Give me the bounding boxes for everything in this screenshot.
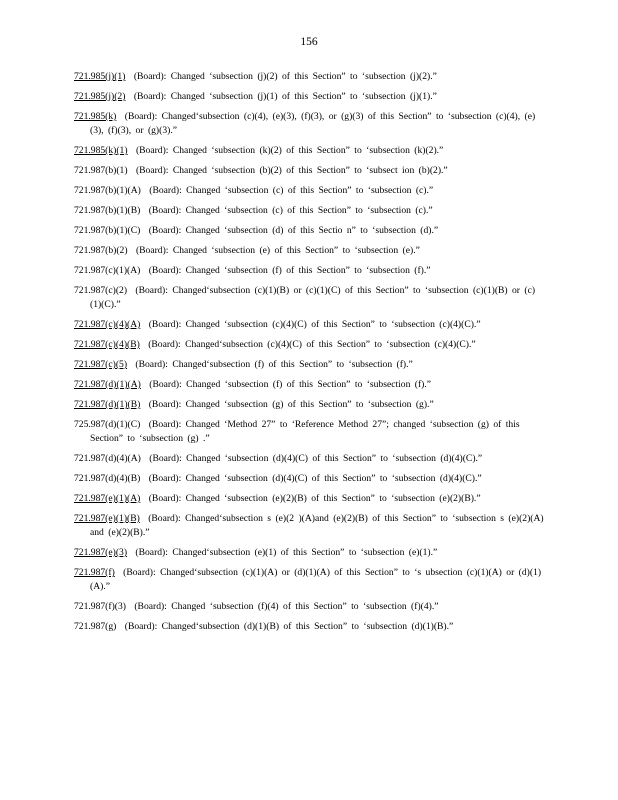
- amendment-text: (Board): Changed‘subsection (f) of this Section” to ‘subsection (f).”: [131, 359, 413, 370]
- section-citation: 721.987(d)(4)(A): [74, 453, 141, 464]
- amendment-text: (Board): Changed ‘subsection (e)(2)(B) of this Section” to ‘subsection (e)(2)(B).”: [144, 493, 481, 504]
- amendment-entry: [74, 378, 544, 392]
- amendment-entry: [74, 204, 544, 218]
- section-citation: 721.987(c)(1)(A): [74, 265, 141, 276]
- amendment-entry: [74, 418, 544, 446]
- amendment-entry: [74, 358, 544, 372]
- amendment-entry: [74, 144, 544, 158]
- amendment-text: (Board): Changed‘subsection (c)(4), (e)(3), (f)(3), or (g)(3) of this Section” to ‘subsection (c)(4), (e)(3), (f)(3), or (g)(3).”: [90, 111, 536, 136]
- amendment-text: (Board): Changed ‘subsection (j)(1) of this Section” to ‘subsection (j)(1).”: [129, 91, 437, 102]
- amendment-entry: [74, 398, 544, 412]
- amendment-entry: [74, 338, 544, 352]
- section-citation: 721.987(c)(2): [74, 285, 128, 296]
- amendment-entry: [74, 70, 544, 84]
- amendment-entry: [74, 224, 544, 238]
- section-citation: 721.987(f)(3): [74, 601, 126, 612]
- amendment-entry: [74, 566, 544, 594]
- amendment-entry: [74, 244, 544, 258]
- amendment-text: (Board): Changed‘subsection (c)(1)(A) or (d)(1)(A) of this Section” to ‘s ubsection (c)(1)(A) or (d)(1)(A).”: [90, 567, 542, 592]
- section-citation: 721.987(b)(2): [74, 245, 128, 256]
- amendment-text: (Board): Changed‘subsection (e)(1) of this Section” to ‘subsection (e)(1).”: [131, 547, 438, 558]
- section-citation: 721.987(b)(1): [74, 165, 128, 176]
- section-citation: 721.987(c)(4)(A): [74, 319, 141, 330]
- amendment-entry: [74, 452, 544, 466]
- amendment-text: (Board): Changed ‘subsection (k)(2) of this Section” to ‘subsection (k)(2).”: [131, 145, 444, 156]
- page-number: 156: [300, 36, 318, 48]
- section-citation: 721.985(j)(1): [74, 71, 126, 82]
- amendment-text: (Board): Changed ‘subsection (f)(4) of this Section” to ‘subsection (f)(4).”: [129, 601, 439, 612]
- section-citation: 721.987(b)(1)(A): [74, 185, 141, 196]
- section-citation: 721.987(c)(5): [74, 359, 128, 370]
- amendment-text: (Board): Changed‘subsection s (e)(2 )(A)and (e)(2)(B) of this Section” to ‘subsection s (e)(2)(A) and (e)(2)(B).”: [90, 513, 544, 538]
- amendment-text: (Board): Changed ‘subsection (c) of this Section” to ‘subsection (c).”: [144, 205, 433, 216]
- section-citation: 721.987(e)(1)(A): [74, 493, 141, 504]
- section-citation: 721.987(g): [74, 621, 117, 632]
- section-citation: 721.987(d)(1)(B): [74, 399, 141, 410]
- amendment-text: (Board): Changed ‘subsection (b)(2) of this Section” to ‘subsect ion (b)(2).”: [131, 165, 448, 176]
- amendment-text: (Board): Changed‘subsection (d)(1)(B) of this Section” to ‘subsection (d)(1)(B).”: [120, 621, 454, 632]
- amendment-entry: [74, 472, 544, 486]
- amendment-text: (Board): Changed ‘subsection (e) of this Section” to ‘subsection (e).”: [131, 245, 420, 256]
- section-citation: 721.985(k)(1): [74, 145, 128, 156]
- amendment-text: (Board): Changed ‘Method 27” to ‘Reference Method 27”; changed ‘subsection (g) of this Section” to ‘subsection (g) .”: [90, 419, 520, 444]
- amendment-text: (Board): Changed ‘subsection (d) of this Sectio n” to ‘subsection (d).”: [144, 225, 439, 236]
- amendment-entry: [74, 164, 544, 178]
- amendment-text: (Board): Changed ‘subsection (j)(2) of this Section” to ‘subsection (j)(2).”: [129, 71, 437, 82]
- section-citation: 721.987(d)(1)(A): [74, 379, 141, 390]
- amendment-text: (Board): Changed ‘subsection (c)(4)(C) of this Section” to ‘subsection (c)(4)(C).”: [144, 319, 481, 330]
- section-citation: 721.987(d)(4)(B): [74, 473, 141, 484]
- section-citation: 721.985(j)(2): [74, 91, 126, 102]
- section-citation: 721.987(e)(3): [74, 547, 128, 558]
- amendment-list: [74, 70, 544, 640]
- amendment-entry: [74, 110, 544, 138]
- amendment-entry: [74, 284, 544, 312]
- section-citation: 721.987(e)(1)(B): [74, 513, 140, 524]
- amendment-text: (Board): Changed‘subsection (c)(4)(C) of this Section” to ‘subsection (c)(4)(C).”: [143, 339, 476, 350]
- amendment-entry: [74, 546, 544, 560]
- section-citation: 721.987(f): [74, 567, 115, 578]
- amendment-text: (Board): Changed ‘subsection (f) of this Section” to ‘subsection (f).”: [144, 265, 431, 276]
- amendment-entry: [74, 90, 544, 104]
- amendment-text: (Board): Changed ‘subsection (c) of this Section” to ‘subsection (c).”: [144, 185, 434, 196]
- amendment-text: (Board): Changed ‘subsection (d)(4)(C) of this Section” to ‘subsection (d)(4)(C).”: [144, 473, 482, 484]
- amendment-text: (Board): Changed ‘subsection (f) of this Section” to ‘subsection (f).”: [144, 379, 432, 390]
- section-citation: 721.985(k): [74, 111, 117, 122]
- amendment-text: (Board): Changed‘subsection (c)(1)(B) or (c)(1)(C) of this Section” to ‘subsection (c)(1)(B) or (c)(1)(C).”: [90, 285, 536, 310]
- amendment-entry: [74, 492, 544, 506]
- amendment-entry: [74, 512, 544, 540]
- section-citation: 721.987(c)(4)(B): [74, 339, 140, 350]
- section-citation: 721.987(b)(1)(C): [74, 225, 141, 236]
- section-citation: 721.987(b)(1)(B): [74, 205, 141, 216]
- section-citation: 725.987(d)(1)(C): [74, 419, 141, 430]
- amendment-entry: [74, 600, 544, 614]
- amendment-entry: [74, 620, 544, 634]
- amendment-entry: [74, 264, 544, 278]
- amendment-text: (Board): Changed ‘subsection (d)(4)(C) of this Section” to ‘subsection (d)(4)(C).”: [144, 453, 483, 464]
- amendment-entry: [74, 184, 544, 198]
- amendment-entry: [74, 318, 544, 332]
- amendment-text: (Board): Changed ‘subsection (g) of this Section” to ‘subsection (g).”: [144, 399, 434, 410]
